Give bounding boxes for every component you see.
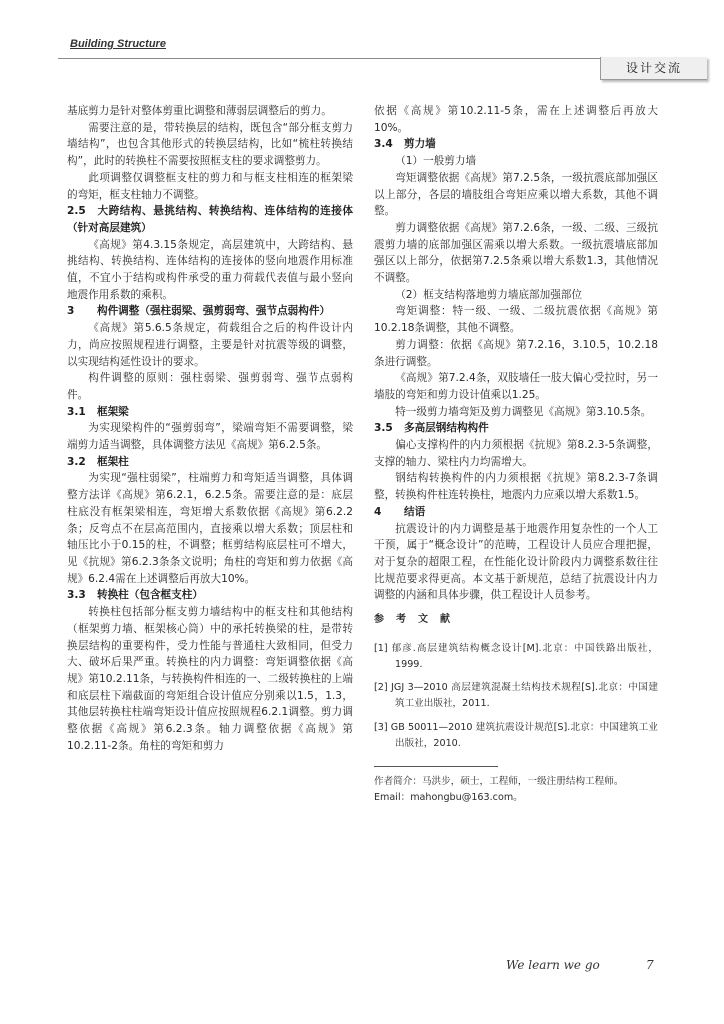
- paragraph: 钢结构转换构件的内力须根据《抗规》第8.2.3-7条调整，转换构件柱连转换柱，地震内力应乘以增大系数1.5。: [374, 472, 658, 502]
- section-title: 构件调整（强柱弱梁、强剪弱弯、强节点弱构件）: [97, 305, 331, 318]
- section-title: 框架柱: [97, 455, 129, 468]
- section-heading-3-1: [67, 404, 353, 421]
- section-heading-2-5: [67, 203, 353, 236]
- references-title: 参考文献: [374, 614, 462, 626]
- author-bio: 作者简介：马洪步，硕士，工程师，一级注册结构工程师。: [374, 776, 624, 788]
- author-email: Email：mahongbu@163.com。: [374, 792, 523, 804]
- section-title: 转换柱（包含框支柱）: [97, 589, 203, 602]
- section-number: 3.4: [374, 138, 393, 151]
- section-heading-3-2: [67, 454, 353, 471]
- section-title: 结语: [404, 505, 426, 518]
- section-number: 2.5: [67, 205, 86, 218]
- right-column: [374, 103, 658, 806]
- subheading: （2）框支结构落地剪力墙底部加强部位: [395, 288, 583, 301]
- journal-title: Building Structure: [70, 38, 166, 50]
- section-number: 4: [374, 505, 382, 518]
- page-number: 7: [646, 958, 654, 972]
- section-title: 大跨结构、悬挑结构、转换结构、连体结构的连接体（针对高层建筑）: [67, 205, 353, 234]
- paragraph: 特一级剪力墙弯矩及剪力调整见《高规》第3.10.5条。: [395, 405, 652, 418]
- paragraph: 《高规》第7.2.4条，双肢墙任一肢大偏心受拉时，另一墙肢的弯矩和剪力设计值乘以1.25。: [374, 372, 658, 401]
- paragraph: 《高规》第4.3.15条规定，高层建筑中，大跨结构、悬挑结构、转换结构、连体结构的连接体的竖向地震作用标准值，不宜小于结构或构件承受的重力荷载代表值与最小竖向地震作用系数的乘积。: [67, 238, 353, 301]
- section-title: 多高层钢结构构件: [404, 422, 489, 435]
- footer-slogan: We learn we go: [506, 958, 600, 972]
- paragraph: 依据《高规》第10.2.11-5条，需在上述调整后再放大10%。: [374, 105, 658, 134]
- left-column: [67, 103, 353, 754]
- paragraph: 抗震设计的内力调整是基于地震作用复杂性的一个人工干预，属于“概念设计”的范畴，工程设计人员应合理把握，对于复杂的超限工程，在性能化设计阶段内力调整系数往往比规范要求得更高。本文基于新规范，总结了抗震设计内力调整的内涵和具体步骤，供工程设计人员参考。: [374, 522, 658, 602]
- paragraph: 弯矩调整依据《高规》第7.2.5条，一级抗震底部加强区以上部分，各层的墙肢组合弯矩应乘以增大系数，其他不调整。: [374, 171, 658, 218]
- paragraph: 剪力调整依据《高规》第7.2.6条，一级、二级、三级抗震剪力墙的底部加强区需乘以增大系数。一级抗震墙底部加强区以上部分，依据第7.2.5条乘以增大系数1.3，其他情况不调整。: [374, 221, 658, 285]
- reference-item: [2] JGJ 3—2010 高层建筑混凝土结构技术规程[S].北京：中国建筑工业出版社，2011.: [374, 682, 658, 710]
- section-label: 设计交流: [600, 57, 707, 80]
- section-number: 3.2: [67, 455, 86, 468]
- paragraph: 为实现梁构件的“强剪弱弯”，梁端弯矩不需要调整，梁端剪力适当调整，具体调整方法见《高规》第6.2.5条。: [67, 422, 353, 452]
- paragraph: 基底剪力是针对整体剪重比调整和薄弱层调整后的剪力。: [67, 105, 332, 117]
- reference-item: [3] GB 50011—2010 建筑抗震设计规范[S].北京：中国建筑工业出版社，2010.: [374, 721, 658, 749]
- section-title: 框架梁: [97, 405, 129, 418]
- paragraph: 弯矩调整：特一级、一级、二级抗震依据《高规》第10.2.18条调整，其他不调整。: [374, 305, 658, 335]
- section-heading-3: [67, 303, 353, 320]
- section-number: 3.1: [67, 405, 86, 418]
- section-heading-3-5: [374, 420, 658, 437]
- paragraph: 转换柱包括部分框支剪力墙结构中的框支柱和其他结构（框架剪力墙、框架核心筒）中的承托转换梁的柱，是带转换层结构的重要构件，受力性能与普通柱大致相同，但受力大、破坏后果严重。转换柱的内力调整：弯矩调整依据《高规》第10.2.11条，与转换构件相连的一、二级转换柱的上端和底层柱下端截面的弯矩组合设计值应分别乘以1.5，1.3，其他层转换柱柱端弯矩设计值应按照规程6.2.1调整。剪力调整依据《高规》第6.2.3条。轴力调整依据《高规》第10.2.11-2条。角柱的弯矩和剪力: [67, 606, 353, 752]
- section-number: 3: [67, 305, 75, 318]
- section-number: 3.3: [67, 589, 86, 602]
- section-heading-3-4: [374, 136, 658, 153]
- footnote-rule: [374, 766, 498, 767]
- section-title: 剪力墙: [404, 138, 436, 151]
- paragraph: 需要注意的是，带转换层的结构，既包含“部分框支剪力墙结构”，也包含其他形式的转换层结构，比如“梳柱转换结构”，此时的转换柱不需要按照框支柱的要求调整剪力。: [67, 121, 353, 168]
- paragraph: 《高规》第5.6.5条规定，荷载组合之后的构件设计内力，尚应按照规程进行调整，主要是针对抗震等级的调整，以实现结构延性设计的要求。: [67, 322, 353, 368]
- subheading: （1）一般剪力墙: [395, 155, 477, 168]
- section-heading-4: [374, 504, 658, 521]
- section-heading-3-3: [67, 587, 353, 604]
- paragraph: 偏心支撑构件的内力须根据《抗规》第8.2.3-5条调整，支撑的轴力、梁柱内力均需增大。: [374, 439, 658, 468]
- paragraph: 为实现“强柱弱梁”，柱端剪力和弯矩适当调整，具体调整方法详《高规》第6.2.1，6.2.5条。需要注意的是：底层柱底没有框架梁相连，弯矩增大系数依据《高规》第6.2.2条；反弯点不在层高范围内，直接乘以增大系数；顶层柱和轴压比小于0.15的柱，不调整；框剪结构底层柱可不增大，见《抗规》第6.2.3条条文说明；角柱的弯矩和剪力依据《高规》6.2.4需在上述调整后再放大10%。: [67, 472, 353, 585]
- reference-item: [1] 郁彦.高层建筑结构概念设计[M].北京：中国铁路出版社，1999.: [374, 642, 658, 670]
- paragraph: 构件调整的原则：强柱弱梁、强剪弱弯、强节点弱构件。: [67, 372, 353, 401]
- paragraph: 剪力调整：依据《高规》第7.2.16，3.10.5，10.2.18条进行调整。: [374, 338, 658, 368]
- section-number: 3.5: [374, 422, 393, 435]
- paragraph: 此项调整仅调整框支柱的剪力和与框支柱相连的框架梁的弯矩，框支柱轴力不调整。: [67, 171, 353, 201]
